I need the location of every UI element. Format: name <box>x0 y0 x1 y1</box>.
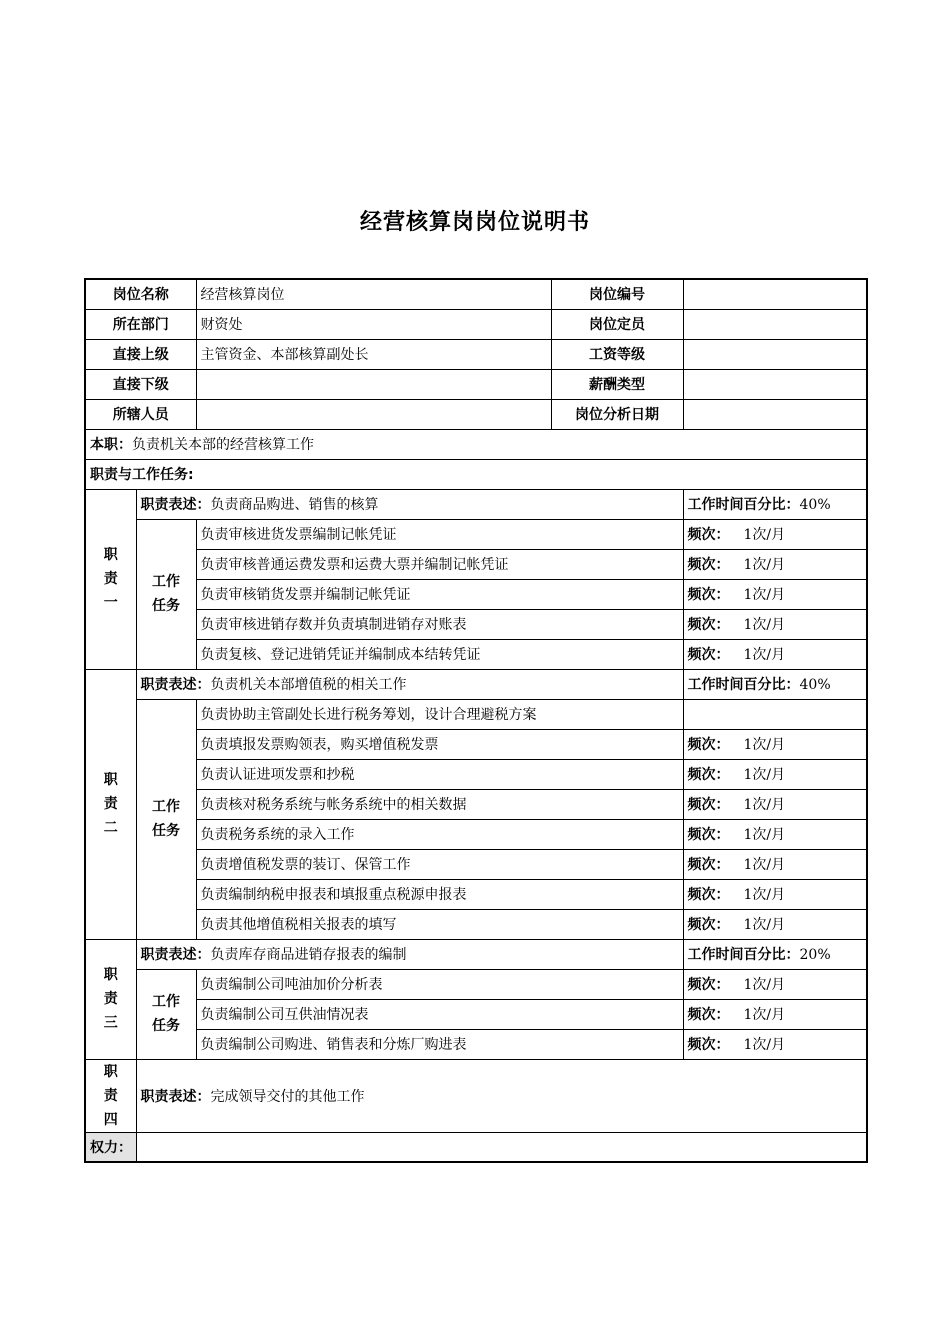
duty-desc-row <box>85 939 867 969</box>
info-label: 岗位定员 <box>551 309 683 339</box>
task-text: 负责审核进货发票编制记帐凭证 <box>196 519 683 549</box>
freq-value: 1次/月 <box>743 527 786 543</box>
task-text: 负责审核销货发票并编制记帐凭证 <box>196 579 683 609</box>
benzhi-label: 本职： <box>90 437 132 453</box>
task-text: 负责编制公司互供油情况表 <box>196 999 683 1029</box>
freq-value: 1次/月 <box>743 1037 786 1053</box>
task-frequency <box>683 699 867 729</box>
work-task-label <box>136 969 196 1059</box>
duty-desc-row <box>85 489 867 519</box>
time-pct-label: 工作时间百分比： <box>687 947 800 963</box>
info-row <box>85 399 867 429</box>
info-label: 直接上级 <box>85 339 196 369</box>
info-label: 所在部门 <box>85 309 196 339</box>
task-row <box>85 999 867 1029</box>
freq-value: 1次/月 <box>743 977 786 993</box>
info-row <box>85 309 867 339</box>
task-text: 负责其他增值税相关报表的填写 <box>196 909 683 939</box>
task-row <box>85 639 867 669</box>
task-text: 负责编制公司吨油加价分析表 <box>196 969 683 999</box>
task-frequency <box>683 639 867 669</box>
info-value <box>683 339 867 369</box>
duties-header: 职责与工作任务: <box>85 459 867 489</box>
freq-value: 1次/月 <box>743 917 786 933</box>
duty-name-char: 职 <box>103 772 118 788</box>
work-task-label <box>136 519 196 669</box>
task-row <box>85 579 867 609</box>
task-text: 负责填报发票购领表，购买增值税发票 <box>196 729 683 759</box>
info-row <box>85 279 867 309</box>
duty-name-char: 责 <box>103 796 118 812</box>
task-frequency <box>683 1029 867 1059</box>
work-task-label-line: 工作 <box>152 574 180 590</box>
info-value <box>196 369 551 399</box>
freq-label: 频次： <box>687 857 730 873</box>
freq-label: 频次： <box>687 587 730 603</box>
duty-name-char: 职 <box>103 547 118 563</box>
freq-label: 频次： <box>687 647 730 663</box>
quanli-label: 权力： <box>85 1132 136 1162</box>
task-row <box>85 879 867 909</box>
benzhi-row <box>85 429 867 459</box>
duty-name-char: 二 <box>103 820 118 836</box>
work-task-label-line: 任务 <box>152 1018 180 1034</box>
page-title: 经营核算岗岗位说明书 <box>359 210 590 235</box>
time-pct-value: 40% <box>799 677 831 693</box>
time-pct-value: 20% <box>799 947 831 963</box>
duty-name-char: 职 <box>103 967 118 983</box>
freq-label: 频次： <box>687 767 730 783</box>
task-text: 负责税务系统的录入工作 <box>196 819 683 849</box>
duty-desc <box>136 669 683 699</box>
task-text: 负责审核普通运费发票和运费大票并编制记帐凭证 <box>196 549 683 579</box>
task-row <box>85 969 867 999</box>
freq-value: 1次/月 <box>743 1007 786 1023</box>
task-row <box>85 819 867 849</box>
duty-desc-label: 职责表述： <box>140 677 211 693</box>
task-frequency <box>683 579 867 609</box>
time-pct-label: 工作时间百分比： <box>687 497 800 513</box>
info-value <box>683 369 867 399</box>
task-row <box>85 909 867 939</box>
duty-name-char: 一 <box>103 595 118 611</box>
task-text: 负责编制纳税申报表和填报重点税源申报表 <box>196 879 683 909</box>
duty-desc <box>136 489 683 519</box>
duty-desc-label: 职责表述： <box>140 497 211 513</box>
task-row <box>85 759 867 789</box>
duty-name <box>85 489 136 669</box>
task-text: 负责编制公司购进、销售表和分炼厂购进表 <box>196 1029 683 1059</box>
time-pct-value: 40% <box>799 497 831 513</box>
info-value: 经营核算岗位 <box>196 279 551 309</box>
duty-desc-text: 负责机关本部增值税的相关工作 <box>210 677 407 693</box>
duty-desc <box>136 939 683 969</box>
task-row <box>85 549 867 579</box>
info-row <box>85 369 867 399</box>
task-text: 负责增值税发票的装订、保管工作 <box>196 849 683 879</box>
task-frequency <box>683 549 867 579</box>
freq-label: 频次： <box>687 887 730 903</box>
duty-desc <box>136 1059 867 1132</box>
duty-desc-label: 职责表述： <box>140 1088 211 1105</box>
work-task-label-line: 工作 <box>152 799 180 815</box>
duty-name-char: 三 <box>103 1015 118 1031</box>
freq-value: 1次/月 <box>743 857 786 873</box>
time-pct-label: 工作时间百分比： <box>687 677 800 693</box>
task-frequency <box>683 759 867 789</box>
info-value <box>683 399 867 429</box>
info-label: 岗位名称 <box>85 279 196 309</box>
duty-name <box>85 669 136 939</box>
task-frequency <box>683 819 867 849</box>
freq-label: 频次： <box>687 1037 730 1053</box>
info-label: 薪酬类型 <box>551 369 683 399</box>
time-pct <box>683 939 867 969</box>
info-label: 直接下级 <box>85 369 196 399</box>
duty-name-char: 责 <box>103 991 118 1007</box>
task-row <box>85 519 867 549</box>
task-text: 负责审核进销存数并负责填制进销存对账表 <box>196 609 683 639</box>
task-frequency <box>683 609 867 639</box>
duty-name <box>85 1059 136 1132</box>
duty-name-char: 责 <box>103 1087 118 1104</box>
info-value <box>683 309 867 339</box>
task-frequency <box>683 729 867 759</box>
task-frequency <box>683 849 867 879</box>
info-row <box>85 339 867 369</box>
duty-name-char: 职 <box>103 1063 118 1080</box>
benzhi-text: 负责机关本部的经营核算工作 <box>132 437 314 453</box>
task-frequency <box>683 519 867 549</box>
freq-label: 频次： <box>687 827 730 843</box>
work-task-label <box>136 699 196 939</box>
duty-name <box>85 939 136 1059</box>
freq-label: 频次： <box>687 617 730 633</box>
freq-label: 频次： <box>687 977 730 993</box>
duty-desc-label: 职责表述： <box>140 947 211 963</box>
task-text: 负责复核、登记进销凭证并编制成本结转凭证 <box>196 639 683 669</box>
info-label: 工资等级 <box>551 339 683 369</box>
duty-desc-text: 负责库存商品进销存报表的编制 <box>210 947 407 963</box>
duty-name-char: 责 <box>103 571 118 587</box>
duty-desc-text: 负责商品购进、销售的核算 <box>210 497 379 513</box>
task-frequency <box>683 999 867 1029</box>
info-label: 所辖人员 <box>85 399 196 429</box>
freq-value: 1次/月 <box>743 767 786 783</box>
job-description-table <box>84 278 868 1163</box>
freq-label: 频次： <box>687 797 730 813</box>
task-text: 负责协助主管副处长进行税务筹划，设计合理避税方案 <box>196 699 683 729</box>
time-pct <box>683 669 867 699</box>
task-row <box>85 699 867 729</box>
task-text: 负责核对税务系统与帐务系统中的相关数据 <box>196 789 683 819</box>
task-frequency <box>683 909 867 939</box>
info-label: 岗位分析日期 <box>551 399 683 429</box>
task-row <box>85 789 867 819</box>
task-frequency <box>683 789 867 819</box>
freq-label: 频次： <box>687 737 730 753</box>
freq-value: 1次/月 <box>743 827 786 843</box>
duty-desc-row <box>85 669 867 699</box>
freq-value: 1次/月 <box>743 557 786 573</box>
freq-value: 1次/月 <box>743 797 786 813</box>
freq-label: 频次： <box>687 557 730 573</box>
info-value: 主管资金、本部核算副处长 <box>196 339 551 369</box>
freq-label: 频次： <box>687 1007 730 1023</box>
freq-value: 1次/月 <box>743 887 786 903</box>
task-frequency <box>683 879 867 909</box>
duty-desc-text: 完成领导交付的其他工作 <box>210 1088 365 1105</box>
info-value: 财资处 <box>196 309 551 339</box>
freq-value: 1次/月 <box>743 587 786 603</box>
freq-value: 1次/月 <box>743 737 786 753</box>
work-task-label-line: 任务 <box>152 598 180 614</box>
duty-name-char: 四 <box>103 1111 118 1128</box>
info-value <box>196 399 551 429</box>
task-frequency <box>683 969 867 999</box>
task-text: 负责认证进项发票和抄税 <box>196 759 683 789</box>
work-task-label-line: 工作 <box>152 994 180 1010</box>
freq-value: 1次/月 <box>743 617 786 633</box>
info-value <box>683 279 867 309</box>
task-row <box>85 1029 867 1059</box>
time-pct <box>683 489 867 519</box>
freq-value: 1次/月 <box>743 647 786 663</box>
quanli-value <box>136 1132 867 1162</box>
work-task-label-line: 任务 <box>152 823 180 839</box>
task-row <box>85 609 867 639</box>
freq-label: 频次： <box>687 527 730 543</box>
task-row <box>85 729 867 759</box>
task-row <box>85 849 867 879</box>
info-label: 岗位编号 <box>551 279 683 309</box>
freq-label: 频次： <box>687 917 730 933</box>
